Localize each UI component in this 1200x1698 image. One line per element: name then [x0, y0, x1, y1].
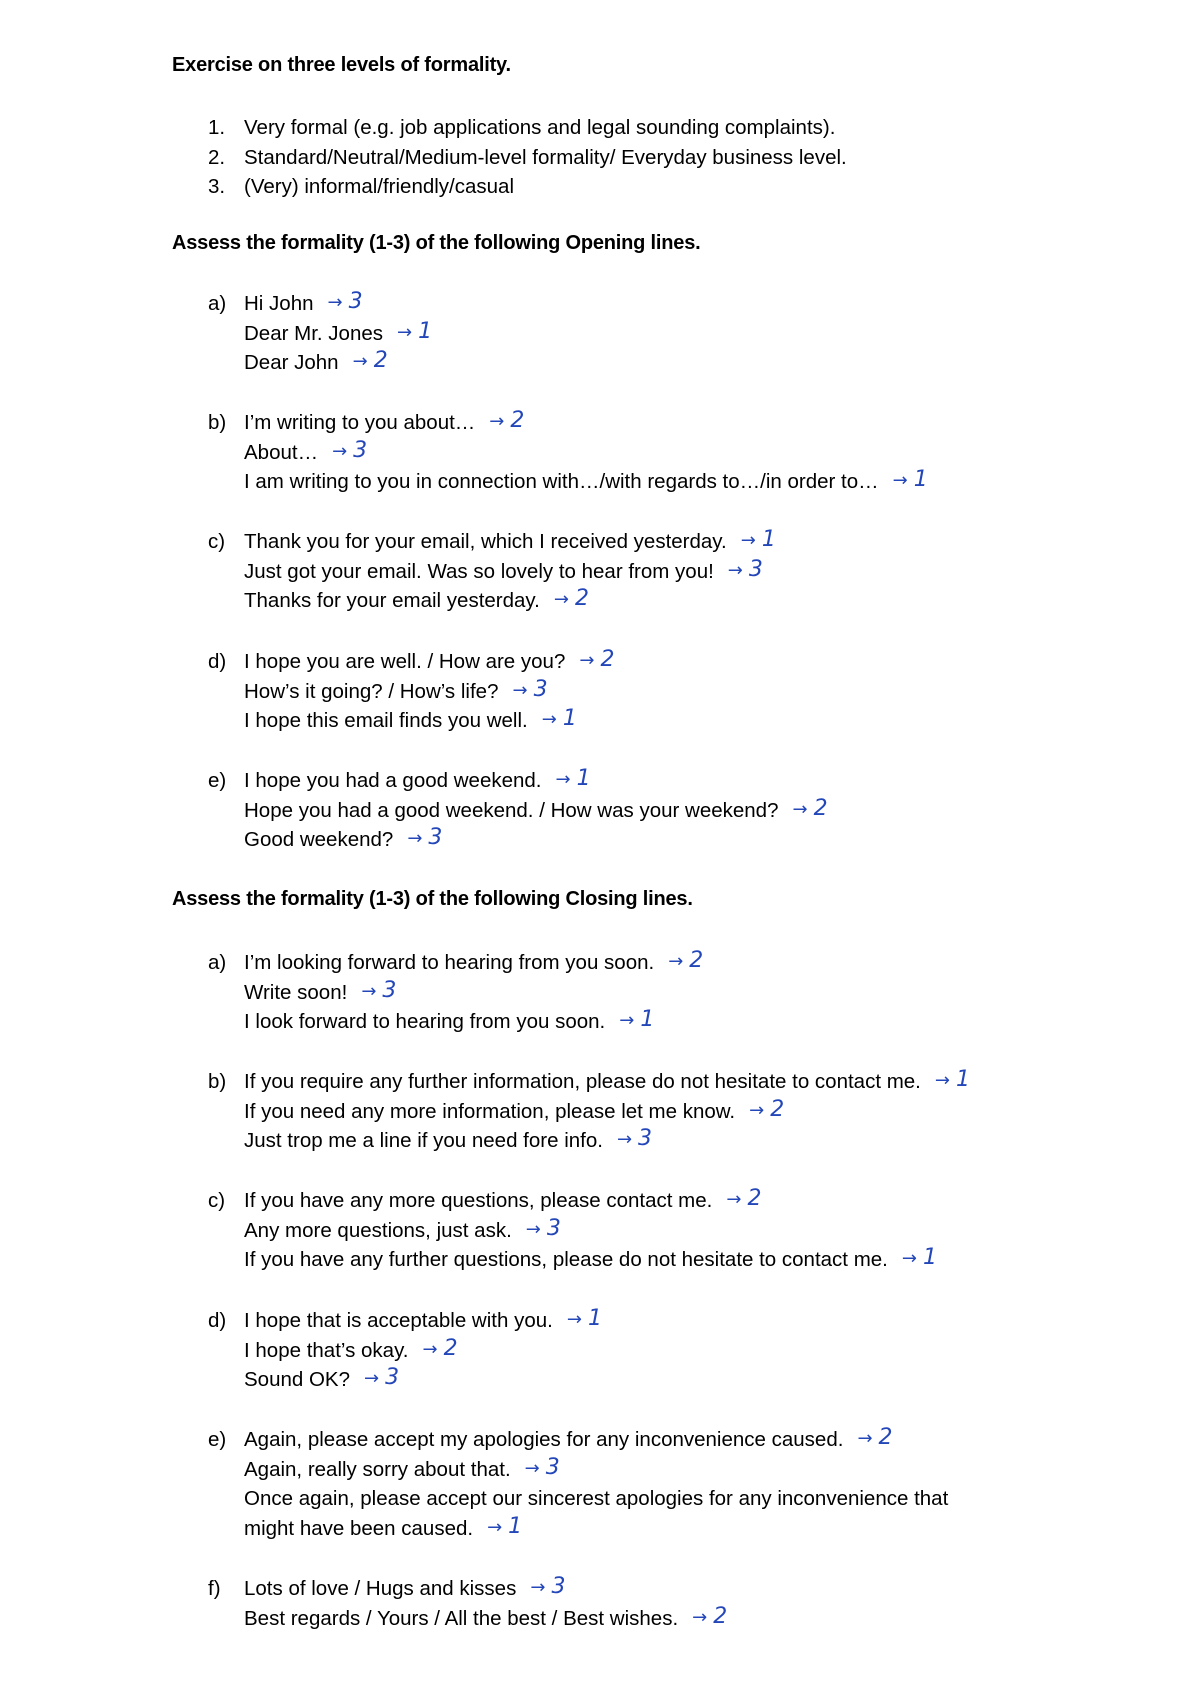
line-label: Thank you for your email, which I received yesterday.	[244, 530, 727, 553]
line-text	[244, 1514, 522, 1545]
list-text: Very formal (e.g. job applications and legal sounding complaints).	[244, 116, 836, 139]
formality-rating: 1	[913, 467, 928, 492]
formality-rating: 3	[348, 289, 363, 314]
line-text	[244, 825, 442, 856]
line-text	[244, 1365, 399, 1396]
handwritten-mark	[361, 976, 396, 1007]
line-text	[244, 557, 763, 588]
line-text	[244, 1604, 727, 1635]
line-text	[244, 1425, 893, 1456]
handwritten-mark	[617, 1124, 652, 1155]
line-text	[244, 1186, 761, 1217]
handwritten-mark	[489, 406, 524, 437]
handwritten-mark	[935, 1065, 970, 1096]
arrow-icon: →	[332, 440, 348, 462]
list-text: (Very) informal/friendly/casual	[244, 175, 515, 198]
handwritten-mark	[332, 436, 367, 467]
formality-rating: 2	[813, 795, 828, 821]
arrow-icon: →	[352, 351, 368, 372]
handwritten-mark	[530, 1572, 565, 1603]
line-text	[244, 766, 591, 797]
line-label: Just got your email. Was so lovely to hear from you!	[244, 559, 714, 583]
arrow-icon: →	[512, 679, 528, 701]
arrow-icon: →	[489, 411, 505, 432]
line-text	[244, 1097, 784, 1128]
line-label: might have been caused.	[244, 1516, 474, 1540]
handwritten-mark	[526, 1214, 561, 1245]
handwritten-mark	[556, 764, 591, 795]
handwritten-mark	[692, 1602, 727, 1633]
line-text	[244, 1007, 654, 1038]
list-number: 2.	[208, 145, 226, 169]
line-label: Sound OK?	[244, 1368, 350, 1391]
handwritten-mark	[893, 465, 928, 496]
item-letter: d)	[208, 1309, 227, 1332]
handwritten-mark	[728, 555, 763, 586]
formality-rating: 3	[551, 1574, 566, 1599]
formality-rating: 1	[761, 527, 776, 552]
line-label: Hope you had a good weekend. / How was your weekend?	[244, 798, 779, 822]
line-text	[244, 527, 776, 558]
arrow-icon: →	[364, 1368, 380, 1389]
formality-rating: 3	[545, 1454, 560, 1480]
formality-rating: 3	[546, 1215, 561, 1241]
formality-rating: 1	[640, 1007, 655, 1032]
formality-rating: 3	[382, 977, 397, 1003]
arrow-icon: →	[487, 1516, 503, 1538]
list-text: Standard/Neutral/Medium-level formality/ Everyday business level.	[244, 145, 847, 169]
line-label: If you require any further information, please do not hesitate to contact me.	[244, 1070, 921, 1093]
arrow-icon: →	[901, 1248, 917, 1269]
line-label: I hope this email finds you well.	[244, 709, 528, 732]
line-label: About…	[244, 440, 319, 464]
formality-rating: 3	[385, 1365, 400, 1390]
handwritten-mark	[487, 1512, 522, 1543]
item-letter: e)	[208, 1428, 227, 1451]
formality-rating: 2	[373, 348, 388, 373]
line-text	[244, 948, 703, 979]
item-letter: f)	[208, 1577, 221, 1600]
arrow-icon: →	[407, 828, 423, 849]
closing-heading: Assess the formality (1-3) of the following Closing lines.	[172, 888, 693, 910]
line-text	[244, 1574, 565, 1605]
item-letter: e)	[208, 769, 227, 792]
line-label: I hope that’s okay.	[244, 1338, 409, 1362]
handwritten-mark	[554, 584, 589, 615]
handwritten-mark	[619, 1005, 654, 1036]
formality-rating: 2	[878, 1425, 893, 1450]
handwritten-mark	[579, 645, 614, 676]
arrow-icon: →	[397, 321, 413, 343]
arrow-icon: →	[740, 530, 756, 551]
formality-rating: 1	[955, 1067, 970, 1092]
line-label: Again, please accept my apologies for any inconvenience caused.	[244, 1428, 844, 1451]
formality-rating: 3	[428, 825, 443, 850]
line-text	[244, 1336, 458, 1367]
formality-rating: 3	[353, 437, 368, 463]
handwritten-mark	[512, 675, 547, 706]
line-label: Thanks for your email yesterday.	[244, 589, 540, 612]
arrow-icon: →	[555, 769, 571, 790]
formality-rating: 1	[922, 1245, 937, 1270]
line-text	[244, 467, 928, 498]
handwritten-mark	[668, 946, 703, 977]
handwritten-mark	[364, 1363, 399, 1394]
line-text	[244, 677, 548, 708]
line-label: If you need any more information, please let me know.	[244, 1099, 736, 1123]
arrow-icon: →	[422, 1338, 438, 1360]
formality-rating: 2	[510, 408, 525, 433]
formality-rating: 1	[562, 706, 577, 731]
line-label: Dear John	[244, 351, 339, 374]
arrow-icon: →	[525, 1218, 541, 1240]
line-label: If you have any more questions, please contact me.	[244, 1189, 713, 1212]
arrow-icon: →	[727, 559, 743, 581]
arrow-icon: →	[553, 589, 569, 610]
item-letter: b)	[208, 411, 227, 434]
line-label: Good weekend?	[244, 828, 394, 851]
arrow-icon: →	[619, 1010, 635, 1031]
handwritten-mark	[542, 704, 577, 735]
handwritten-mark	[407, 823, 442, 854]
formality-rating: 2	[747, 1186, 762, 1211]
arrow-icon: →	[566, 1309, 582, 1330]
line-text	[244, 438, 367, 469]
formality-rating: 1	[508, 1513, 523, 1539]
list-number: 3.	[208, 175, 226, 198]
line-text	[244, 706, 577, 737]
item-letter: a)	[208, 951, 227, 974]
formality-rating: 1	[576, 766, 591, 791]
handwritten-mark	[397, 317, 432, 348]
handwritten-mark	[857, 1423, 892, 1454]
list-number: 1.	[208, 116, 226, 139]
line-text	[244, 319, 432, 350]
formality-rating: 2	[574, 586, 589, 611]
item-letter: c)	[208, 1189, 226, 1212]
line-label: Lots of love / Hugs and kisses	[244, 1577, 517, 1600]
arrow-icon: →	[530, 1577, 546, 1598]
arrow-icon: →	[541, 709, 557, 730]
item-letter: a)	[208, 292, 227, 315]
handwritten-mark	[567, 1304, 602, 1335]
arrow-icon: →	[749, 1099, 765, 1121]
opening-heading: Assess the formality (1-3) of the following Opening lines.	[172, 232, 701, 254]
handwritten-mark	[525, 1453, 560, 1484]
line-label: Once again, please accept our sincerest apologies for any inconvenience that	[244, 1487, 949, 1510]
item-letter: c)	[208, 530, 226, 553]
arrow-icon: →	[726, 1189, 742, 1210]
line-label: I’m writing to you about…	[244, 411, 476, 434]
handwritten-mark	[726, 1184, 761, 1215]
formality-rating: 3	[533, 676, 548, 702]
line-label: I hope that is acceptable with you.	[244, 1309, 553, 1332]
item-letter: d)	[208, 650, 227, 673]
formality-rating: 2	[770, 1096, 785, 1122]
line-text	[244, 1067, 970, 1098]
formality-rating: 2	[713, 1603, 728, 1629]
line-label: Write soon!	[244, 980, 348, 1004]
arrow-icon: →	[892, 470, 908, 491]
line-label: I am writing to you in connection with…/with regards to…/in order to…	[244, 470, 879, 493]
arrow-icon: →	[668, 951, 684, 972]
handwritten-mark	[423, 1334, 458, 1365]
line-label: Best regards / Yours / All the best / Best wishes.	[244, 1606, 679, 1630]
line-text	[244, 586, 589, 617]
handwritten-mark	[328, 287, 363, 318]
formality-rating: 2	[443, 1335, 458, 1361]
line-label: I hope you are well. / How are you?	[244, 650, 566, 673]
arrow-icon: →	[934, 1070, 950, 1091]
line-text	[244, 1484, 948, 1514]
line-text	[244, 978, 396, 1009]
arrow-icon: →	[327, 292, 343, 313]
arrow-icon: →	[857, 1428, 873, 1449]
handwritten-mark	[353, 346, 388, 377]
line-label: I hope you had a good weekend.	[244, 769, 542, 792]
line-text	[244, 408, 524, 439]
formality-rating: 1	[418, 318, 433, 344]
formality-rating: 3	[638, 1126, 653, 1151]
line-label: How’s it going? / How’s life?	[244, 679, 499, 703]
arrow-icon: →	[579, 650, 595, 671]
line-label: Just trop me a line if you need fore info.	[244, 1129, 603, 1152]
handwritten-mark	[792, 794, 827, 825]
line-text	[244, 1216, 561, 1247]
line-label: Again, really sorry about that.	[244, 1457, 511, 1481]
line-text	[244, 647, 614, 678]
formality-rating: 2	[689, 948, 704, 973]
arrow-icon: →	[524, 1457, 540, 1479]
line-label: Any more questions, just ask.	[244, 1218, 512, 1242]
formality-rating: 1	[587, 1306, 602, 1331]
arrow-icon: →	[792, 798, 808, 820]
handwritten-mark	[741, 525, 776, 556]
line-text	[244, 1126, 652, 1157]
line-label: If you have any further questions, please do not hesitate to contact me.	[244, 1248, 888, 1271]
formality-rating: 2	[600, 647, 615, 672]
arrow-icon: →	[692, 1606, 708, 1628]
line-label: I’m looking forward to hearing from you soon.	[244, 951, 655, 974]
item-letter: b)	[208, 1070, 227, 1093]
page-title: Exercise on three levels of formality.	[172, 54, 511, 76]
line-text	[244, 796, 828, 827]
line-label: I look forward to hearing from you soon.	[244, 1010, 606, 1033]
line-text	[244, 1245, 937, 1276]
line-text	[244, 348, 388, 379]
line-text	[244, 1306, 602, 1337]
line-text	[244, 289, 363, 320]
arrow-icon: →	[616, 1129, 633, 1150]
line-label: Hi John	[244, 292, 314, 315]
arrow-icon: →	[361, 980, 377, 1002]
handwritten-mark	[749, 1095, 784, 1126]
handwritten-mark	[902, 1243, 937, 1274]
formality-rating: 3	[748, 556, 763, 582]
line-label: Dear Mr. Jones	[244, 321, 383, 345]
line-text	[244, 1455, 560, 1486]
